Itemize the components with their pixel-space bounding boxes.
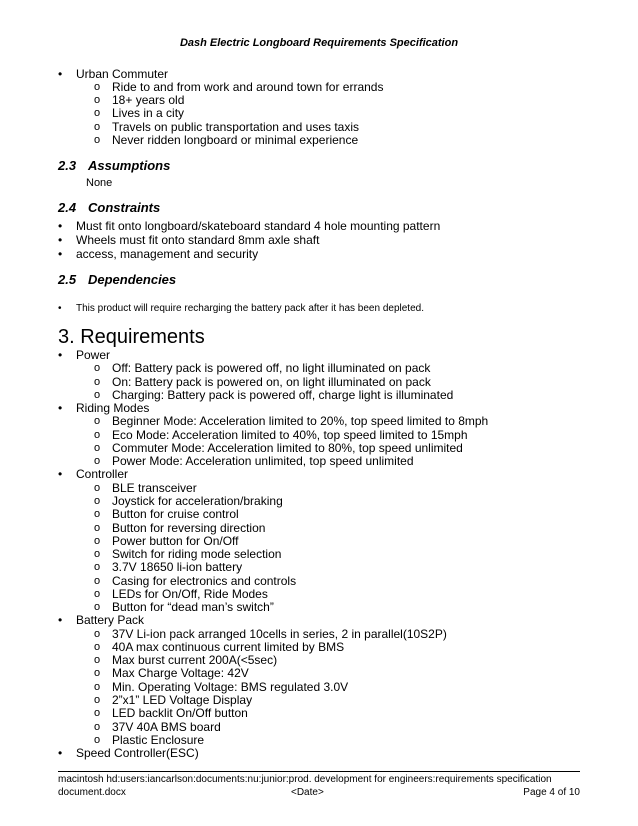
requirement-group-text: Speed Controller(ESC) bbox=[76, 746, 199, 761]
requirement-item-text: Casing for electronics and controls bbox=[112, 573, 297, 588]
requirement-item-text: 40A max continuous current limited by BMS bbox=[112, 639, 345, 654]
footer-date: <Date> bbox=[291, 787, 324, 798]
requirement-group-text: Riding Modes bbox=[76, 401, 150, 416]
requirements-heading: 3. Requirements bbox=[58, 326, 205, 348]
circle-bullet-icon: o bbox=[94, 654, 101, 667]
section-number: 2.4 bbox=[58, 200, 77, 215]
circle-bullet-icon: o bbox=[94, 707, 101, 720]
circle-bullet-icon: o bbox=[94, 561, 101, 574]
persona-item-text: 18+ years old bbox=[112, 93, 185, 108]
persona-item-text: Ride to and from work and around town for errands bbox=[112, 80, 384, 94]
section-number: 2.5 bbox=[58, 272, 77, 287]
bullet-icon: • bbox=[58, 303, 62, 314]
bullet-icon: • bbox=[58, 746, 63, 761]
section-title: Dependencies bbox=[88, 272, 177, 287]
circle-bullet-icon: o bbox=[94, 508, 101, 521]
bullet-icon: • bbox=[58, 219, 63, 233]
persona-item-text: Never ridden longboard or minimal experience bbox=[112, 132, 359, 147]
circle-bullet-icon: o bbox=[94, 375, 101, 388]
document-header-title: Dash Electric Longboard Requirements Specification bbox=[179, 37, 459, 49]
requirement-group-text: Power bbox=[76, 348, 111, 362]
requirement-item-text: Max Charge Voltage: 42V bbox=[112, 666, 249, 681]
circle-bullet-icon: o bbox=[94, 441, 101, 454]
section-number: 2.3 bbox=[58, 158, 77, 173]
circle-bullet-icon: o bbox=[94, 587, 101, 600]
circle-bullet-icon: o bbox=[94, 81, 101, 93]
persona-title: Urban Commuter bbox=[76, 67, 169, 81]
circle-bullet-icon: o bbox=[94, 415, 101, 428]
requirement-item-text: BLE transceiver bbox=[112, 480, 197, 495]
circle-bullet-icon: o bbox=[94, 574, 101, 587]
circle-bullet-icon: o bbox=[94, 680, 101, 693]
circle-bullet-icon: o bbox=[94, 455, 101, 468]
circle-bullet-icon: o bbox=[94, 120, 101, 133]
requirement-item-text: LED backlit On/Off button bbox=[112, 706, 248, 721]
requirement-item-text: 37V Li-ion pack arranged 10cells in series, 2 in parallel(10S2P) bbox=[112, 626, 447, 641]
requirement-item-text: 37V 40A BMS board bbox=[112, 719, 221, 734]
requirement-item-text: Min. Operating Voltage: BMS regulated 3.0V bbox=[112, 679, 349, 694]
requirement-item-text: Button for reversing direction bbox=[112, 520, 266, 535]
circle-bullet-icon: o bbox=[94, 481, 101, 494]
section-title: Constraints bbox=[88, 200, 161, 215]
footer-filename: document.docx bbox=[58, 787, 126, 798]
bullet-icon: • bbox=[58, 246, 63, 261]
requirement-item-text: Off: Battery pack is powered off, no light illuminated on pack bbox=[112, 361, 431, 376]
circle-bullet-icon: o bbox=[94, 667, 101, 680]
footer-page-number: Page 4 of 10 bbox=[523, 787, 580, 798]
requirement-item-text: Power button for On/Off bbox=[112, 533, 239, 548]
circle-bullet-icon: o bbox=[94, 388, 101, 401]
persona-item-text: Travels on public transportation and uses taxis bbox=[112, 119, 360, 134]
bullet-icon: • bbox=[58, 613, 63, 628]
constraint-item-text: Must fit onto longboard/skateboard standard 4 hole mounting pattern bbox=[76, 219, 441, 233]
circle-bullet-icon: o bbox=[94, 694, 101, 707]
requirement-item-text: On: Battery pack is powered on, on light illuminated on pack bbox=[112, 374, 431, 389]
circle-bullet-icon: o bbox=[94, 94, 101, 107]
requirement-item-text: Eco Mode: Acceleration limited to 40%, top speed limited to 15mph bbox=[112, 427, 468, 442]
circle-bullet-icon: o bbox=[94, 640, 101, 653]
dependency-text: This product will require recharging the battery pack after it has been depleted. bbox=[76, 303, 424, 314]
persona-item-text: Lives in a city bbox=[112, 106, 185, 121]
circle-bullet-icon: o bbox=[94, 733, 101, 746]
circle-bullet-icon: o bbox=[94, 494, 101, 507]
assumptions-body: None bbox=[86, 177, 113, 189]
circle-bullet-icon: o bbox=[94, 548, 101, 561]
requirement-group-text: Controller bbox=[76, 467, 129, 482]
circle-bullet-icon: o bbox=[94, 601, 101, 614]
bullet-icon: • bbox=[58, 67, 63, 81]
bullet-icon: • bbox=[58, 232, 63, 247]
requirement-item-text: Charging: Battery pack is powered off, charge light is illuminated bbox=[112, 387, 454, 402]
requirement-item-text: LEDs for On/Off, Ride Modes bbox=[112, 586, 268, 601]
requirement-item-text: 2”x1” LED Voltage Display bbox=[112, 693, 253, 708]
constraint-item-text: access, management and security bbox=[76, 246, 259, 261]
circle-bullet-icon: o bbox=[94, 362, 101, 375]
bullet-icon: • bbox=[58, 401, 63, 416]
requirement-group-text: Battery Pack bbox=[76, 613, 145, 628]
circle-bullet-icon: o bbox=[94, 534, 101, 547]
circle-bullet-icon: o bbox=[94, 521, 101, 534]
requirement-item-text: Button for cruise control bbox=[112, 507, 239, 522]
circle-bullet-icon: o bbox=[94, 107, 101, 120]
requirement-item-text: Commuter Mode: Acceleration limited to 80%, top speed unlimited bbox=[112, 440, 463, 455]
section-title: Assumptions bbox=[88, 158, 171, 173]
footer-divider bbox=[58, 771, 580, 772]
requirement-item-text: 3.7V 18650 li-ion battery bbox=[112, 560, 243, 575]
circle-bullet-icon: o bbox=[94, 720, 101, 733]
requirement-item-text: Switch for riding mode selection bbox=[112, 547, 282, 562]
requirement-item-text: Joystick for acceleration/braking bbox=[112, 493, 283, 508]
requirement-item-text: Beginner Mode: Acceleration limited to 20%, top speed limited to 8mph bbox=[112, 414, 489, 429]
circle-bullet-icon: o bbox=[94, 133, 101, 146]
requirement-item-text: Button for “dead man’s switch” bbox=[112, 600, 274, 615]
circle-bullet-icon: o bbox=[94, 428, 101, 441]
requirement-item-text: Plastic Enclosure bbox=[112, 732, 205, 747]
bullet-icon: • bbox=[58, 348, 63, 362]
footer-path: macintosh hd:users:iancarlson:documents:nu:junior:prod. development for engineers:requirements specification bbox=[58, 774, 552, 785]
requirement-item-text: Max burst current 200A(<5sec) bbox=[112, 653, 278, 668]
circle-bullet-icon: o bbox=[94, 627, 101, 640]
bullet-icon: • bbox=[58, 467, 63, 482]
constraint-item-text: Wheels must fit onto standard 8mm axle shaft bbox=[76, 232, 320, 247]
requirement-item-text: Power Mode: Acceleration unlimited, top speed unlimited bbox=[112, 454, 414, 469]
